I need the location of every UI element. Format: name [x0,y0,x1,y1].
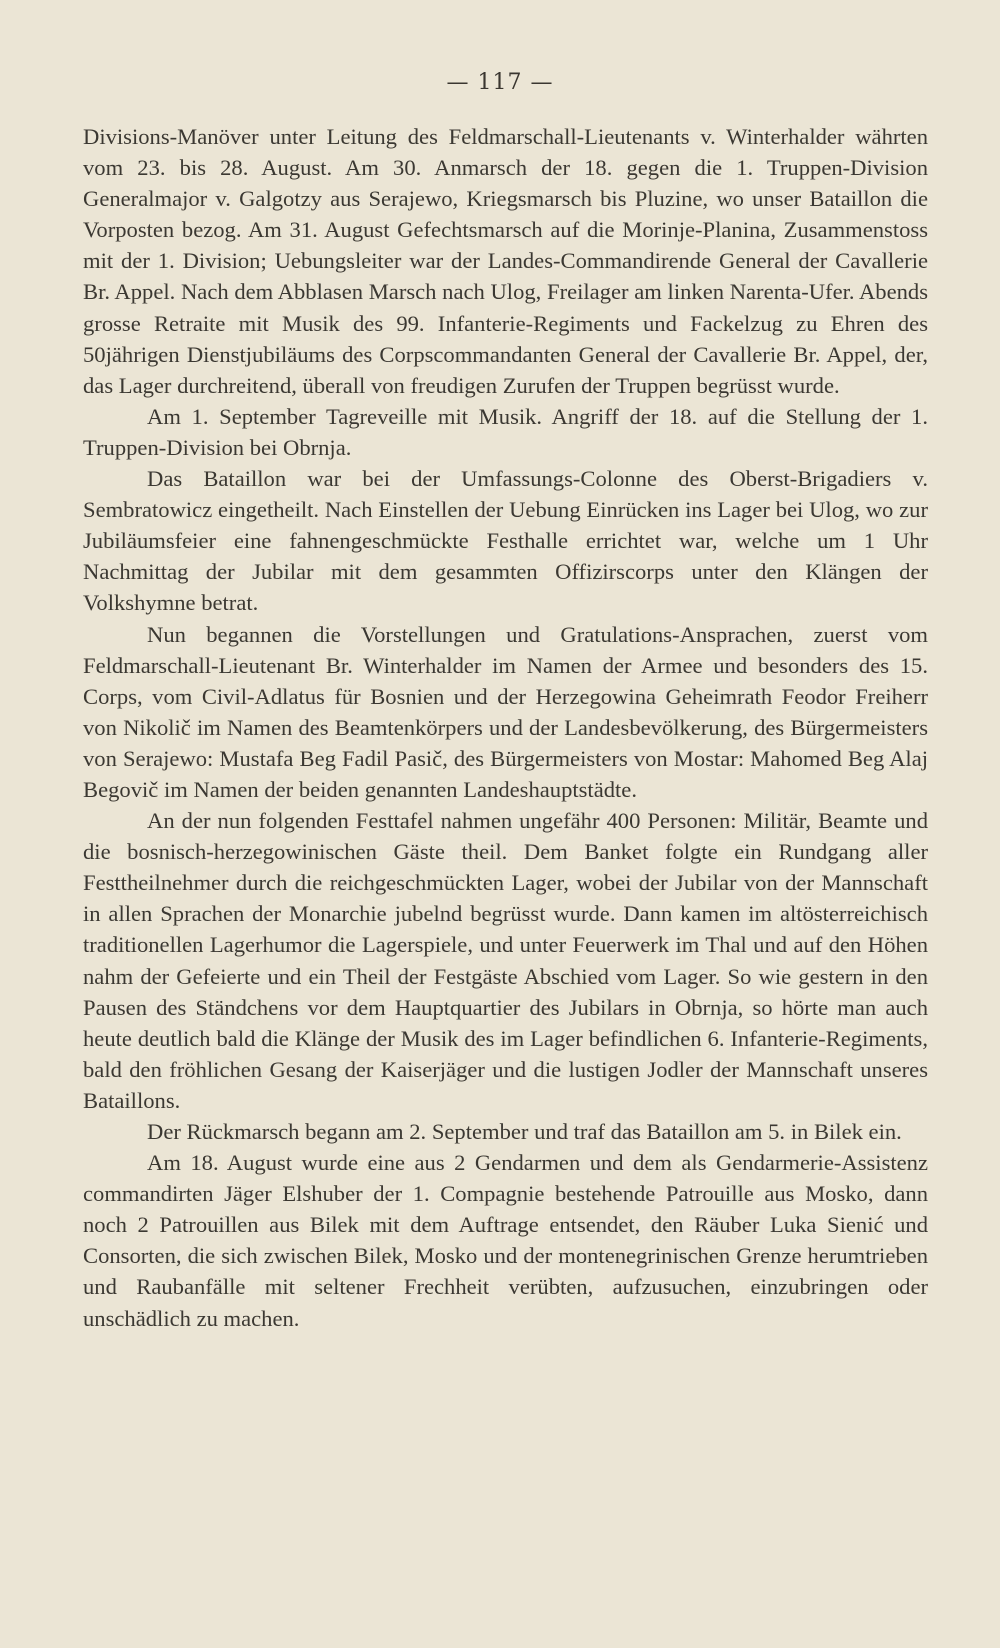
paragraph-4: Nun begannen die Vorstellungen und Gratulations-Ansprachen, zuerst vom Feldmarschall-Lieutenant Br. Winterhalder im Namen der Armee und besonders des 15. Corps, vom Civil-Adlatus für Bosnien und der Herzegowina Geheimrath Feodor Freiherr von Nikolič im Namen des Beamtenkörpers und der Landesbevölkerung, des Bürgermeisters von Serajewo: Mustafa Beg Fadil Pasič, des Bürgermeisters von Mostar: Mahomed Beg Alaj Begovič im Namen der beiden genannten Landeshauptstädte. [83,621,928,802]
page-number: — 117 — [446,70,554,95]
paragraph-7: Am 18. August wurde eine aus 2 Gendarmen und dem als Gendarmerie-Assistenz commandirten Jäger Elshuber der 1. Compagnie bestehende Patrouille aus Mosko, dann noch 2 Patrouillen aus Bilek mit dem Auftrage entsendet, den Räuber Luka Sienić und Consorten, die sich zwischen Bilek, Mosko und der montenegrinischen Grenze herumtrieben und Raubanfälle mit seltener Frechheit verübten, aufzusuchen, einzubringen oder unschädlich zu machen. [83,1150,928,1331]
paragraph-6: Der Rückmarsch begann am 2. September und traf das Bataillon am 5. in Bilek ein. [147,1119,902,1144]
paragraph-2: Am 1. September Tagreveille mit Musik. Angriff der 18. auf die Stellung der 1. Truppen-Division bei Obrnja. [83,403,928,460]
paragraph-5: An der nun folgenden Festtafel nahmen ungefähr 400 Personen: Militär, Beamte und die bosnisch-herzegowinischen Gäste theil. Dem Banket folgte ein Rundgang aller Festtheilnehmer durch die reichgeschmückten Lager, wobei der Jubilar von der Mannschaft in allen Sprachen der Monarchie jubelnd begrüsst wurde. Dann kamen im altösterreichisch traditionellen Lagerhumor die Lagerspiele, und unter Feuerwerk im Thal und auf den Höhen nahm der Gefeierte und ein Theil der Festgäste Abschied vom Lager. So wie gestern in den Pausen des Ständchens vor dem Hauptquartier des Jubilars in Obrnja, so hörte man auch heute deutlich bald die Klänge der Musik des im Lager befindlichen 6. Infanterie-Regiments, bald den fröhlichen Gesang der Kaiserjäger und die lustigen Jodler der Mannschaft unseres Bataillons. [83,808,928,1113]
paragraph-3: Das Bataillon war bei der Umfassungs-Colonne des Oberst-Brigadiers v. Sembratowicz eingetheilt. Nach Einstellen der Uebung Einrücken ins Lager bei Ulog, wo zur Jubiläumsfeier eine fahnengeschmückte Festhalle errichtet war, welche um 1 Uhr Nachmittag der Jubilar mit dem gesammten Offizirscorps unter den Klängen der Volkshymne betrat. [83,466,928,616]
paragraph-1: Divisions-Manöver unter Leitung des Feldmarschall-Lieutenants v. Winterhalder währten vom 23. bis 28. August. Am 30. Anmarsch der 18. gegen die 1. Truppen-Division Generalmajor v. Galgotzy aus Serajewo, Kriegsmarsch bis Pluzine, wo unser Bataillon die Vorposten bezog. Am 31. August Gefechtsmarsch auf die Morinje-Planina, Zusammenstoss mit der 1. Division; Uebungsleiter war der Landes-Commandirende General der Cavallerie Br. Appel. Nach dem Abblasen Marsch nach Ulog, Freilager am linken Narenta-Ufer. Abends grosse Retraite mit Musik des 99. Infanterie-Regiments und Fackelzug zu Ehren des 50jährigen Dienstjubiläums des Corpscommandanten General der Cavallerie Br. Appel, der, das Lager durchreitend, überall von freudigen Zurufen der Truppen begrüsst wurde. [83,124,928,398]
body-text [83,121,928,1334]
